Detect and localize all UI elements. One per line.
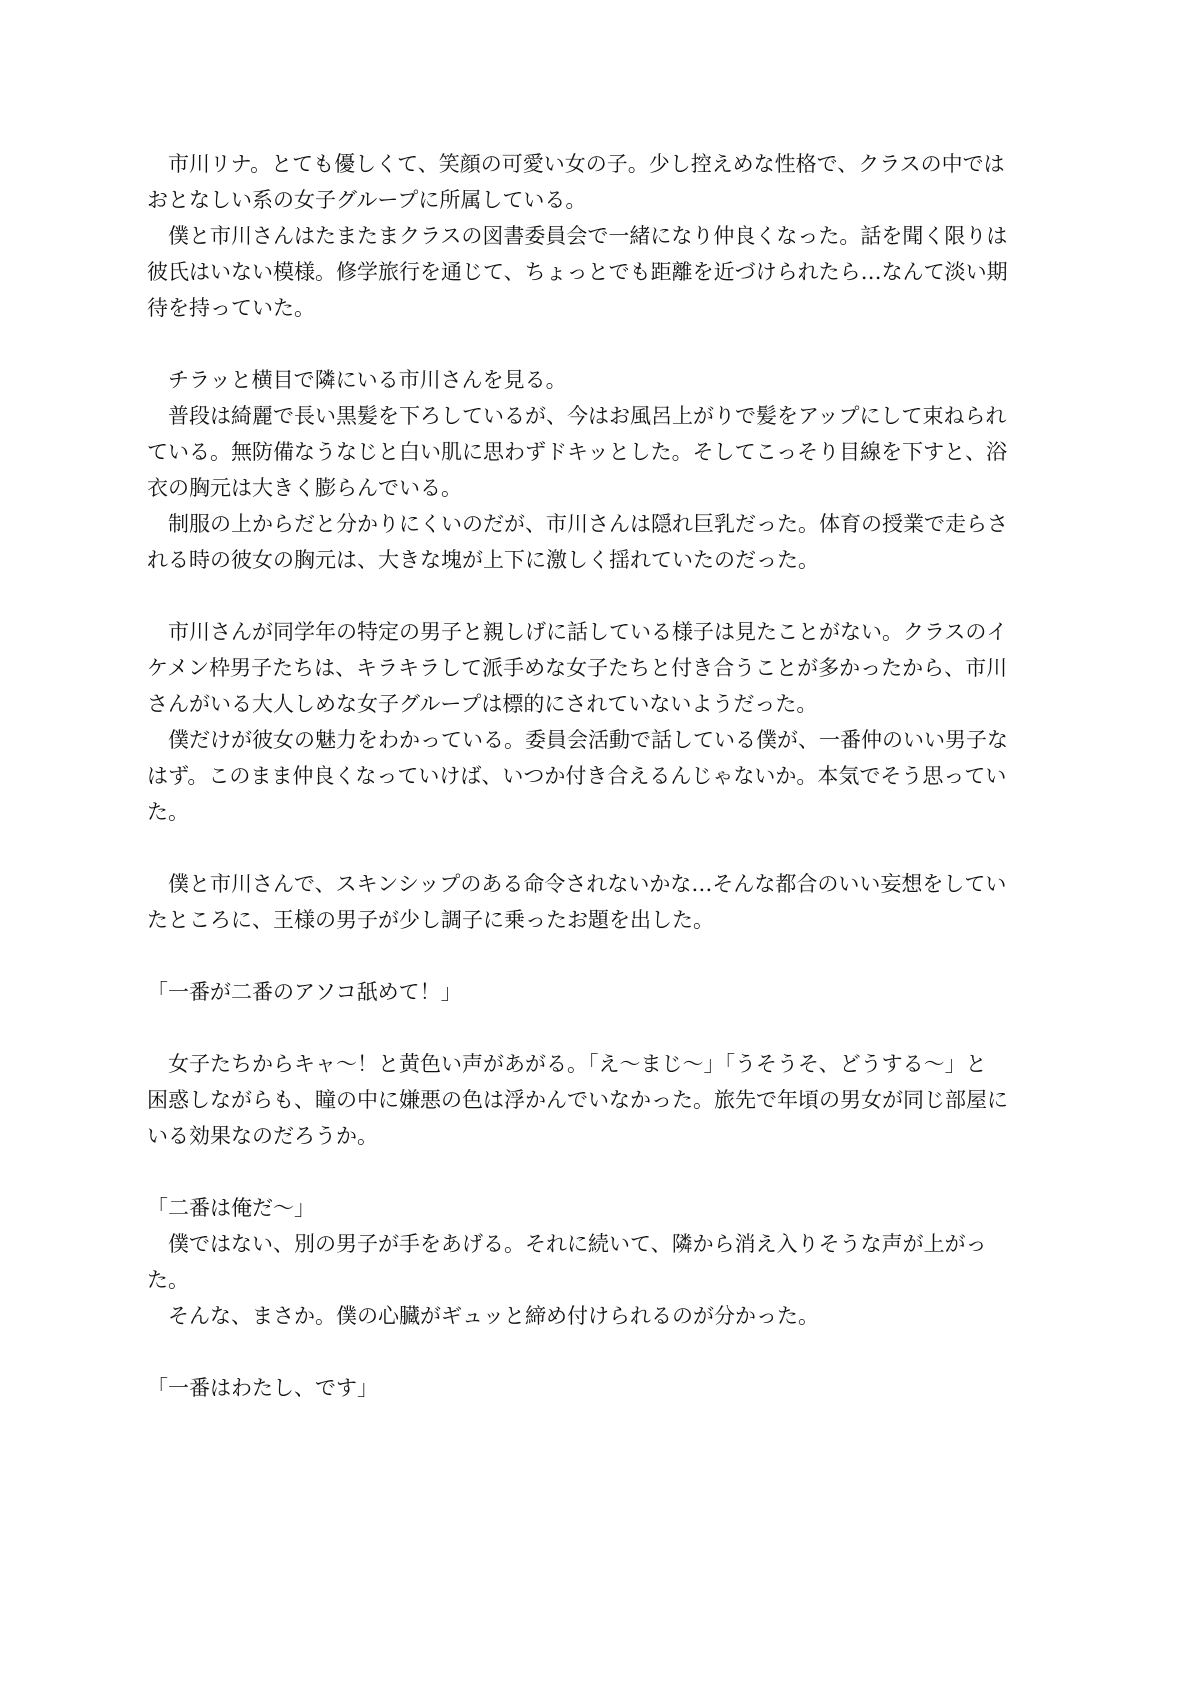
blank-line — [147, 578, 1047, 614]
blank-line — [147, 938, 1047, 974]
blank-line — [147, 326, 1047, 362]
dialogue-line: 「一番はわたし、です」 — [147, 1376, 378, 1400]
text-line: 待を持っていた。 — [147, 296, 315, 320]
blank-line — [147, 1154, 1047, 1190]
text-line: 制服の上からだと分かりにくいのだが、市川さんは隠れ巨乳だった。体育の授業で走らさ — [147, 512, 1008, 536]
text-line: ている。無防備なうなじと白い肌に思わずドキッとした。そしてこっそり目線を下すと、浴 — [147, 440, 1008, 464]
blank-line — [147, 830, 1047, 866]
text-line: 市川さんが同学年の特定の男子と親しげに話している様子は見たことがない。クラスのイ — [147, 620, 1008, 644]
text-line: 僕ではない、別の男子が手をあげる。それに続いて、隣から消え入りそうな声が上がっ — [147, 1232, 987, 1256]
text-line: た。 — [147, 1268, 189, 1292]
text-line: そんな、まさか。僕の心臓がギュッと締め付けられるのが分かった。 — [147, 1304, 819, 1328]
text-line: れる時の彼女の胸元は、大きな塊が上下に激しく揺れていたのだった。 — [147, 548, 819, 572]
text-line: 衣の胸元は大きく膨らんでいる。 — [147, 476, 462, 500]
document-body — [147, 146, 1047, 1406]
text-line: チラッと横目で隣にいる市川さんを見る。 — [147, 368, 567, 392]
text-line: 僕と市川さんで、スキンシップのある命令されないかな…そんな都合のいい妄想をしてい — [147, 872, 1007, 896]
text-line: いる効果なのだろうか。 — [147, 1124, 378, 1148]
text-line: ケメン枠男子たちは、キラキラして派手めな女子たちと付き合うことが多かったから、市川 — [147, 656, 1008, 680]
text-line: 市川リナ。とても優しくて、笑顔の可愛い女の子。少し控えめな性格で、クラスの中では — [147, 152, 1005, 176]
text-line: たところに、王様の男子が少し調子に乗ったお題を出した。 — [147, 908, 714, 932]
text-line: 普段は綺麗で長い黒髪を下ろしているが、今はお風呂上がりで髪をアップにして束ねられ — [147, 404, 1007, 428]
text-line: た。 — [147, 800, 189, 824]
blank-line — [147, 1334, 1047, 1370]
blank-line — [147, 1010, 1047, 1046]
text-line: さんがいる大人しめな女子グループは標的にされていないようだった。 — [147, 692, 818, 716]
text-line: 困惑しながらも、瞳の中に嫌悪の色は浮かんでいなかった。旅先で年頃の男女が同じ部屋に — [147, 1088, 1008, 1112]
dialogue-line: 「一番が二番のアソコ舐めて！」 — [147, 980, 462, 1004]
text-line: 女子たちからキャ〜！と黄色い声があがる。「え〜まじ〜」「うそうそ、どうする〜」と — [147, 1052, 987, 1076]
text-line: はず。このまま仲良くなっていけば、いつか付き合えるんじゃないか。本気でそう思ってい — [147, 764, 1007, 788]
text-line: おとなしい系の女子グループに所属している。 — [147, 188, 587, 212]
text-line: 僕と市川さんはたまたまクラスの図書委員会で一緒になり仲良くなった。話を聞く限りは — [147, 224, 1008, 248]
text-line: 僕だけが彼女の魅力をわかっている。委員会活動で話している僕が、一番仲のいい男子な — [147, 728, 1008, 752]
text-line: 彼氏はいない模様。修学旅行を通じて、ちょっとでも距離を近づけられたら…なんて淡い期 — [147, 260, 1008, 284]
dialogue-line: 「二番は俺だ〜」 — [147, 1196, 315, 1220]
